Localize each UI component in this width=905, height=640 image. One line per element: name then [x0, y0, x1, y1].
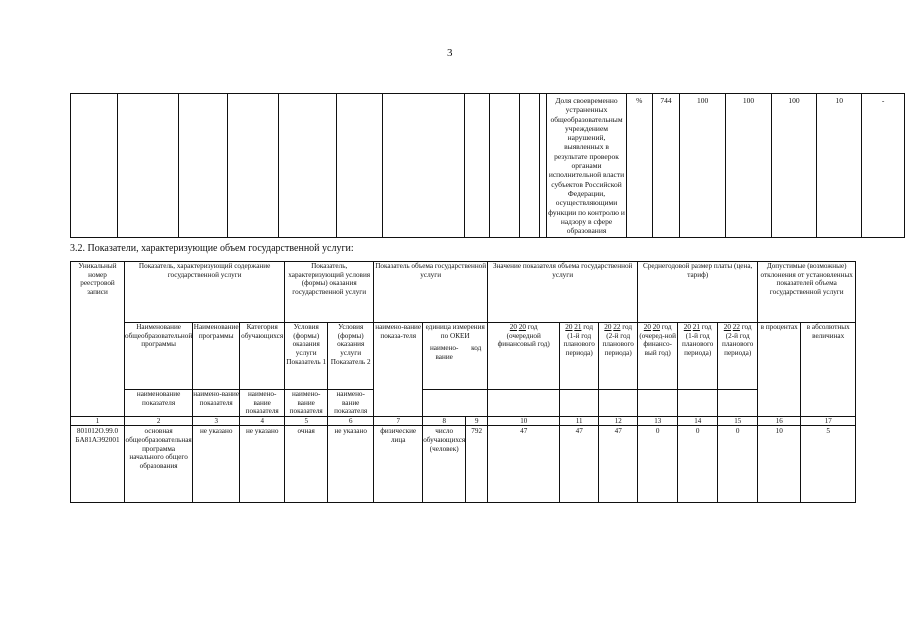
- row-volume-name: физические лица: [374, 426, 423, 503]
- empty-cell: [465, 94, 490, 238]
- label-indicator-name: наимено-вание показателя: [193, 390, 240, 417]
- row-fee-2: 0: [678, 426, 718, 503]
- empty-cell: [488, 390, 560, 417]
- column-number: 2: [125, 417, 193, 426]
- value-year-2-word: год: [583, 323, 594, 331]
- header-fee-year-3: [718, 323, 758, 390]
- row-value-3: 47: [599, 426, 638, 503]
- header-deviation-group: Допустимые (возможные) отклонения от установленных показателей объема государственной услуги: [758, 262, 856, 323]
- column-number: 3: [193, 417, 240, 426]
- header-conditions-group: Показатель, характеризующий условия (формы) оказания государственной услуги: [285, 262, 374, 323]
- value-year-1-word: год: [527, 323, 538, 331]
- header-program: Наименование программы: [193, 323, 240, 390]
- column-number: 8: [423, 417, 466, 426]
- empty-cell: [279, 94, 337, 238]
- row-id: 801012О.99.0 БА81АЭ92001: [71, 426, 125, 503]
- row-fee-1: 0: [638, 426, 678, 503]
- value-year-3-caption: (2-й год планового периода): [602, 331, 634, 358]
- column-number: 15: [718, 417, 758, 426]
- indicator-unit: %: [626, 94, 652, 238]
- row-deviation-percent: 10: [758, 426, 801, 503]
- row-category: не указано: [240, 426, 285, 503]
- value-year-3-word: год: [622, 323, 633, 331]
- empty-cell: [489, 94, 519, 238]
- fee-year-1-caption: (очеред-ной финансо-вый год): [639, 331, 676, 358]
- value-year-1-prefix: 20: [509, 323, 517, 331]
- row-value-2: 47: [560, 426, 599, 503]
- indicator-value-1: 100: [679, 94, 725, 238]
- indicator-value-3: 100: [771, 94, 816, 238]
- column-number: 4: [240, 417, 285, 426]
- row-value-1: 47: [488, 426, 560, 503]
- empty-cell: [178, 94, 227, 238]
- deviation-absolute: -: [862, 94, 905, 238]
- fee-year-1-word: год: [661, 323, 672, 331]
- fee-year-3-caption: (2-й год планового периода): [722, 331, 754, 358]
- value-year-3: 22: [613, 323, 621, 331]
- header-fee-year-2: [678, 323, 718, 390]
- indicator-okei: 744: [652, 94, 679, 238]
- column-number: 10: [488, 417, 560, 426]
- header-volume-value-group: Значение показателя объема государственной услуги: [488, 262, 638, 323]
- header-avg-fee-group: Среднегодовой размер платы (цена, тариф): [638, 262, 758, 323]
- empty-cell: [117, 94, 178, 238]
- row-program-name: основная общеобразовательная программа начального общего образования: [125, 426, 193, 503]
- fee-year-3-prefix: 20: [723, 323, 731, 331]
- fee-year-3: 22: [732, 323, 740, 331]
- column-number: 11: [560, 417, 599, 426]
- fee-year-2-caption: (1-й год планового периода): [682, 331, 714, 358]
- header-fee-year-1: [638, 323, 678, 390]
- column-number: 5: [285, 417, 328, 426]
- label-indicator-name: наимено-вание показателя: [285, 390, 328, 417]
- header-value-year-2: [560, 323, 599, 390]
- empty-cell: [227, 94, 278, 238]
- row-condition-1: очная: [285, 426, 328, 503]
- header-content-group: Показатель, характеризующий содержание государственной услуги: [125, 262, 285, 323]
- empty-cell: [383, 94, 465, 238]
- row-okei-code: 792: [466, 426, 488, 503]
- header-volume-name: наимено-вание показа-теля: [374, 323, 423, 417]
- quality-indicators-table: [70, 93, 905, 238]
- row-fee-3: 0: [718, 426, 758, 503]
- empty-cell: [560, 390, 599, 417]
- volume-indicators-table: [70, 261, 856, 503]
- header-unique-number: Уникальный номер реестровой записи: [71, 262, 125, 417]
- header-condition-2: Условия (формы) оказания услуги Показатель 2: [328, 323, 374, 390]
- column-number: 17: [801, 417, 856, 426]
- column-number: 6: [328, 417, 374, 426]
- fee-year-1: 20: [652, 323, 660, 331]
- label-indicator-name: наимено-вание показателя: [328, 390, 374, 417]
- value-year-3-prefix: 20: [604, 323, 612, 331]
- section-heading: 3.2. Показатели, характеризующие объем государственной услуги:: [70, 243, 354, 254]
- okei-unit-label: единица измерения по ОКЕИ: [425, 323, 485, 340]
- value-year-2: 21: [574, 323, 582, 331]
- header-category: Категория обучающихся: [240, 323, 285, 390]
- header-deviation-percent: в процентах: [758, 323, 801, 417]
- column-number: 7: [374, 417, 423, 426]
- empty-cell: [71, 94, 118, 238]
- column-number: 12: [599, 417, 638, 426]
- row-condition-2: не указано: [328, 426, 374, 503]
- header-okei-unit: [423, 323, 488, 390]
- empty-cell: [599, 390, 638, 417]
- column-number: 13: [638, 417, 678, 426]
- header-deviation-absolute: в абсолютных величинах: [801, 323, 856, 417]
- row-program: не указано: [193, 426, 240, 503]
- empty-cell: [638, 390, 678, 417]
- column-number: 1: [71, 417, 125, 426]
- row-okei-name: число обучающихся (человек): [423, 426, 466, 503]
- table-row: [71, 426, 856, 503]
- value-year-2-prefix: 20: [565, 323, 573, 331]
- fee-year-1-prefix: 20: [643, 323, 651, 331]
- fee-year-2-word: год: [701, 323, 712, 331]
- header-value-year-1: [488, 323, 560, 390]
- label-indicator-name: наименование показателя: [125, 390, 193, 417]
- column-number: 14: [678, 417, 718, 426]
- empty-cell: [519, 94, 539, 238]
- column-number: 9: [466, 417, 488, 426]
- deviation-percent: 10: [817, 94, 862, 238]
- empty-cell: [337, 94, 383, 238]
- empty-cell: [718, 390, 758, 417]
- column-numbers-row: [71, 417, 856, 426]
- empty-cell: [678, 390, 718, 417]
- row-deviation-absolute: 5: [801, 426, 856, 503]
- fee-year-2: 21: [692, 323, 700, 331]
- value-year-1: 20: [518, 323, 526, 331]
- fee-year-2-prefix: 20: [683, 323, 691, 331]
- header-program-name: Наименование общеобразовательной программы: [125, 323, 193, 390]
- value-year-1-caption: (очередной финансовый год): [497, 331, 550, 349]
- value-year-2-caption: (1-й год планового периода): [563, 331, 595, 358]
- okei-code-label: код: [471, 344, 482, 353]
- okei-name-label: наимено-вание: [429, 344, 459, 362]
- fee-year-3-word: год: [741, 323, 752, 331]
- header-volume-group: Показатель объема государственной услуги: [374, 262, 488, 323]
- header-value-year-3: [599, 323, 638, 390]
- empty-cell: [540, 94, 547, 238]
- column-number: 16: [758, 417, 801, 426]
- empty-cell: [423, 390, 488, 417]
- page-number: 3: [447, 47, 453, 59]
- label-indicator-name: наимено-вание показателя: [240, 390, 285, 417]
- indicator-value-2: 100: [726, 94, 771, 238]
- indicator-name: Доля своевременно устраненных общеобразовательным учреждением нарушений, выявленных в результате проверок органами исполнительной власти субъектов Российской Федерации, осуществляющими функции по контролю и надзору в сфере образования: [547, 94, 626, 238]
- header-condition-1: Условия (формы) оказания услуги Показатель 1: [285, 323, 328, 390]
